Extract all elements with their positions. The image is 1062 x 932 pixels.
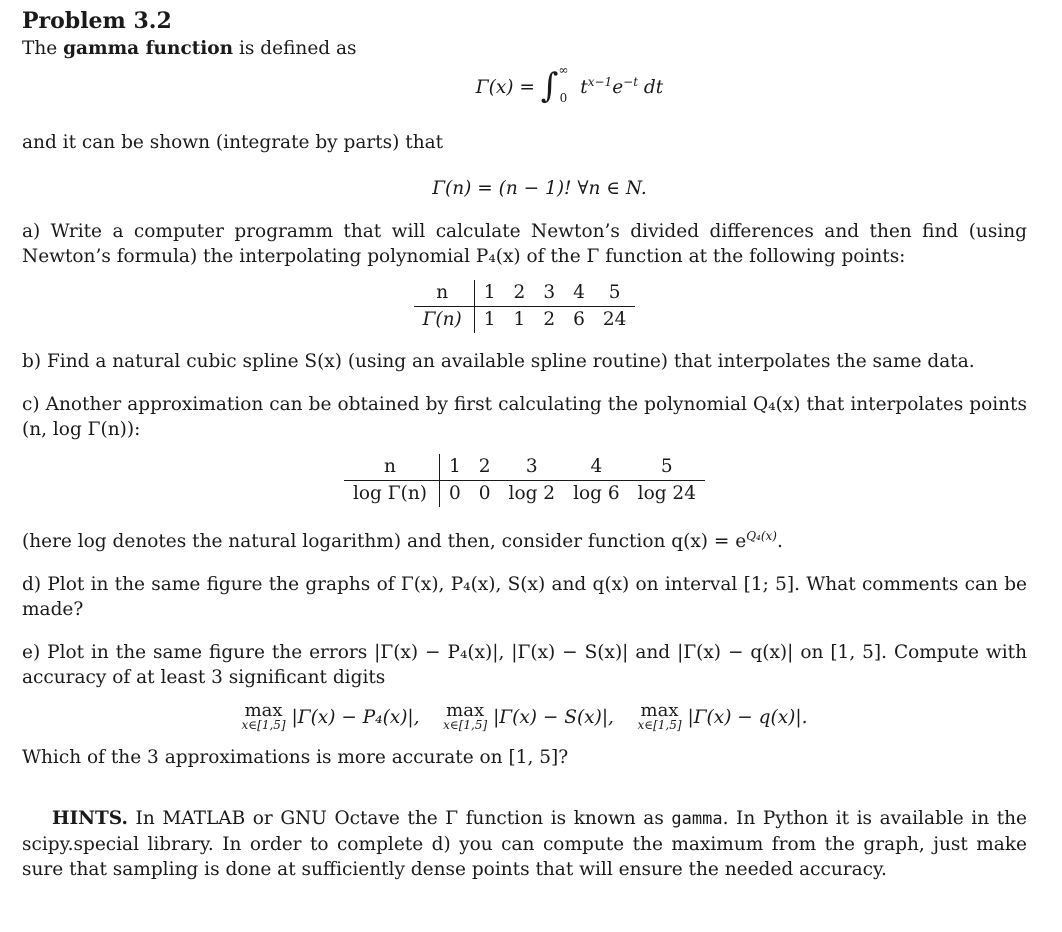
table2-head-row <box>344 454 705 481</box>
table2-head-cell: 1 <box>439 454 469 481</box>
log-gamma-values-table <box>344 454 705 507</box>
part-b-text: b) Find a natural cubic spline S(x) (using an available spline routine) that interpolates the same data. <box>22 351 975 372</box>
table1-value-row <box>414 307 636 334</box>
integral-limits <box>558 63 568 105</box>
table1-value-cell: 2 <box>543 309 556 330</box>
part-c2-end: . <box>776 531 783 553</box>
table2-head-cell: 2 <box>470 454 500 481</box>
max-operator-3 <box>637 700 682 733</box>
gamma-lhs: Γ(x) = <box>475 77 535 98</box>
max-operator-2 <box>443 700 488 733</box>
integrand-dt: dt <box>643 77 664 98</box>
table2-head-cell: 5 <box>629 454 705 481</box>
max-term-1: |Γ(x) − P₄(x)|, <box>291 707 420 729</box>
intro-post: is defined as <box>238 38 357 59</box>
integrand-base: t <box>580 77 588 98</box>
table1-row-label: Γ(n) <box>414 307 475 334</box>
part-c-text: c) Another approximation can be obtained by first calculating the polynomial Q₄(x) that interpolates points (n, log Γ(n)): <box>22 394 1027 440</box>
max-term-2: |Γ(x) − S(x)|, <box>493 707 614 729</box>
factorial-equation: Γ(n) = (n − 1)! ∀n ∈ N. <box>432 178 647 199</box>
integral-sign: ∫ <box>540 66 559 106</box>
table2-value-cell: log 6 <box>573 483 620 504</box>
part-e-text: e) Plot in the same figure the errors |Γ(x) − P₄(x)|, |Γ(x) − S(x)| and |Γ(x) − q(x)| on [1, 5]. Compute with accuracy of at least 3 significant digits <box>22 642 1027 689</box>
part-d-text: d) Plot in the same figure the graphs of Γ(x), P₄(x), S(x) and q(x) on interval [1; 5]. What comments can be made? <box>22 574 1027 621</box>
max-op-sub: x∈[1,5] <box>443 718 488 733</box>
intro-pre: The <box>22 38 58 59</box>
hints-text-1: In MATLAB or GNU Octave the Γ function is known as <box>135 808 664 830</box>
table1-head-cell: 4 <box>564 280 594 307</box>
max-op-label: max <box>640 700 679 722</box>
intro-term: gamma function <box>63 38 234 59</box>
integrand-exp: x−1 <box>587 74 613 89</box>
integrand-e-exp: −t <box>623 74 639 89</box>
table1-head-row <box>414 280 636 307</box>
gamma-values-table <box>414 280 636 333</box>
table1-head-cell: 5 <box>594 280 636 307</box>
integrand-e: e <box>612 77 624 98</box>
intro-text <box>22 37 1027 61</box>
table1-head-cell: 3 <box>534 280 564 307</box>
table1-head-cell: 2 <box>505 280 535 307</box>
hints-heading: HINTS. <box>52 808 128 830</box>
max-error-equation <box>22 700 1027 733</box>
problem-page <box>22 6 1027 882</box>
table2-value-cell: log 24 <box>637 483 696 504</box>
part-c2-exponent: Q₄(x) <box>746 529 777 543</box>
table2-value-cell: 0 <box>478 483 491 504</box>
table2-head-cell: 4 <box>564 454 629 481</box>
problem-title: Problem 3.2 <box>22 8 172 34</box>
integral-lower: 0 <box>559 91 568 105</box>
table1-head-cell: 1 <box>474 280 504 307</box>
table2-head-cell: 3 <box>500 454 565 481</box>
table1-value-cell: 1 <box>483 309 496 330</box>
max-operator-1 <box>241 700 286 733</box>
part-c2-text <box>22 524 1027 554</box>
part-a-text: a) Write a computer programm that will calculate Newton’s divided differences and then find (using Newton’s formula) the interpolating polynomial P₄(x) of the Γ function at the following points: <box>22 221 1027 267</box>
integral-upper: ∞ <box>558 63 569 77</box>
hints-text-2: . In Python it is available in the scipy.special library. In order to complete d) you can compute the maximum from the graph, just make sure that sampling is done at sufficiently dense points that will ensure the needed accuracy. <box>22 808 1027 881</box>
gamma-definition-equation <box>22 63 1027 117</box>
hints-code: gamma <box>671 809 723 830</box>
max-op-sub: x∈[1,5] <box>241 718 286 733</box>
max-term-3: |Γ(x) − q(x)|. <box>687 707 808 729</box>
max-op-label: max <box>446 700 485 722</box>
part-c2-body: (here log denotes the natural logarithm) and then, consider function q(x) = e <box>22 531 747 553</box>
table1-head-label: n <box>414 280 475 307</box>
and-shown-text: and it can be shown (integrate by parts) that <box>22 132 444 153</box>
table2-value-row <box>344 481 705 508</box>
table2-value-cell: 0 <box>448 483 461 504</box>
table1-value-cell: 6 <box>573 309 585 330</box>
table2-row-label: log Γ(n) <box>344 481 439 508</box>
max-op-label: max <box>244 700 283 722</box>
table2-head-label: n <box>344 454 439 481</box>
question-text: Which of the 3 approximations is more accurate on [1, 5]? <box>22 747 569 769</box>
table1-value-cell: 1 <box>513 309 526 330</box>
max-op-sub: x∈[1,5] <box>637 718 682 733</box>
table1-value-cell: 24 <box>602 309 627 330</box>
table2-value-cell: log 2 <box>508 483 556 504</box>
hints-paragraph <box>22 806 1027 882</box>
